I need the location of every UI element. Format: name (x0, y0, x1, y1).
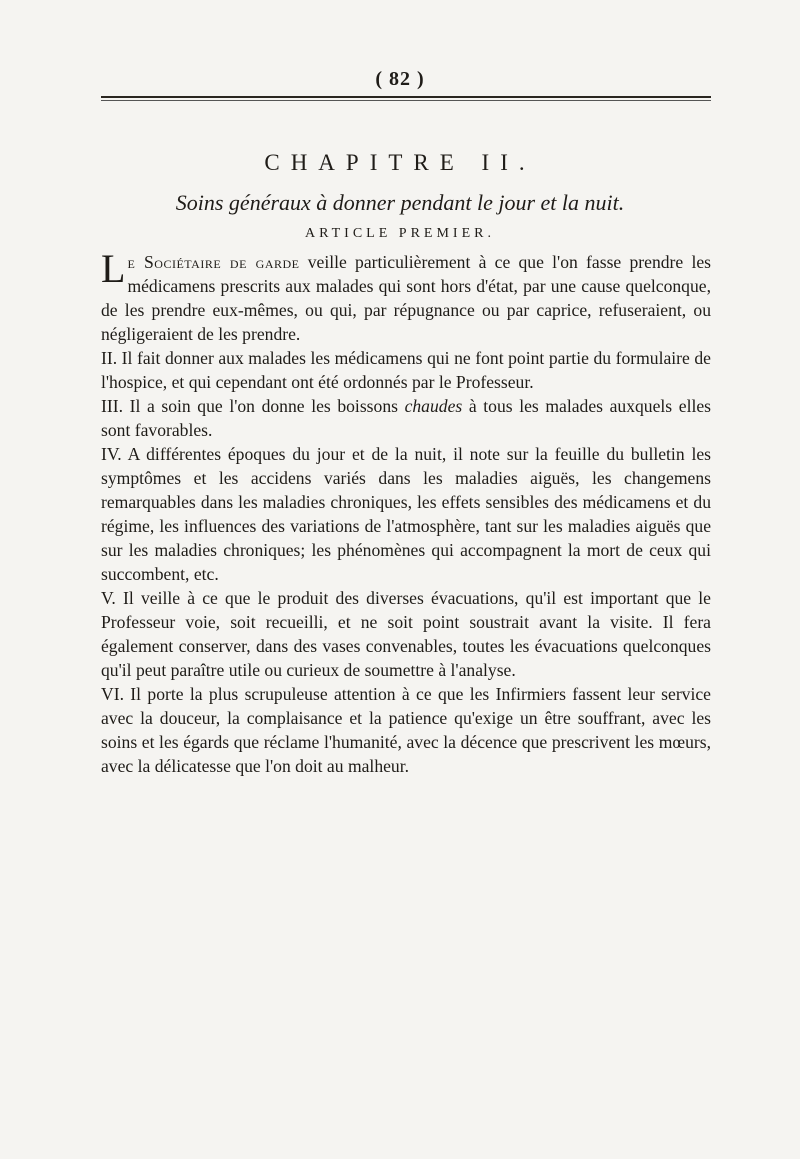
paragraph-number: V. (101, 588, 116, 608)
drop-cap: L (101, 246, 126, 291)
section-heading: ARTICLE PREMIER. (305, 226, 495, 241)
paragraph-text: Il veille à ce que le produit des diverses évacuations, qu'il est important que le Professeur voie, soit recueilli, et ne soit point soustrait avant la visite. Il fera également conserver, dans des vases convenables, toutes les évacuations quelconques qu'il peut paraître utile ou curieux de soumettre à l'analyse. (101, 588, 711, 680)
paragraph-text: Il a soin que l'on donne les boissons (122, 396, 405, 416)
paragraph-1 (101, 246, 711, 346)
paragraph-text: A différentes époques du jour et de la nuit, il note sur la feuille du bulletin les symptômes et les accidens variés dans les maladies aiguës, les changemens remarquables dans les maladies chroniques, les effets sensibles des médicamens et du régime, les influences des variations de l'atmosphère, tant sur les maladies aiguës que sur les maladies chroniques; les phénomènes qui accompagnent la mort de ceux qui succombent, etc. (101, 444, 711, 584)
page-number: ( 82 ) (375, 68, 425, 90)
paragraph-number: III. (101, 396, 123, 416)
header-rule-thin (101, 100, 711, 101)
paragraph-5 (101, 586, 711, 682)
paragraph-6 (101, 682, 711, 778)
chapter-subtitle: Soins généraux à donner pendant le jour et la nuit. (175, 190, 625, 215)
paragraph-lead: e Sociétaire de garde (127, 252, 300, 272)
paragraph-number: II. (101, 348, 118, 368)
paragraph-text: Il fait donner aux malades les médicamens qui ne font point partie du formulaire de l'hospice, et qui cependant ont été ordonnés par le Professeur. (101, 348, 711, 392)
emphasis-text: chaudes (404, 396, 463, 416)
body-text (101, 246, 711, 778)
paragraph-text: à tous les malades auxquels elles sont favorables. (101, 396, 711, 440)
chapter-heading: CHAPITRE II. (264, 150, 536, 175)
paragraph-4 (101, 442, 711, 586)
paragraph-text: veille particulièrement à ce que l'on fasse prendre les médicamens prescrits aux malades qui sont hors d'état, par une cause quelconque, de les prendre eux-mêmes, ou qui, par répugnance ou par caprice, refuseraient, ou négligeraient de les prendre. (101, 252, 711, 344)
paragraph-3 (101, 394, 711, 442)
paragraph-number: IV. (101, 444, 122, 464)
paragraph-number: VI. (101, 684, 124, 704)
paragraph-2 (101, 346, 711, 394)
header-rule (101, 96, 711, 98)
paragraph-text: Il porte la plus scrupuleuse attention à ce que les Infirmiers fassent leur service avec la douceur, la complaisance et la patience qu'exige un être souffrant, avec les soins et les égards que réclame l'humanité, avec la décence que prescrivent les mœurs, avec la délicatesse que l'on doit au malheur. (101, 684, 711, 776)
